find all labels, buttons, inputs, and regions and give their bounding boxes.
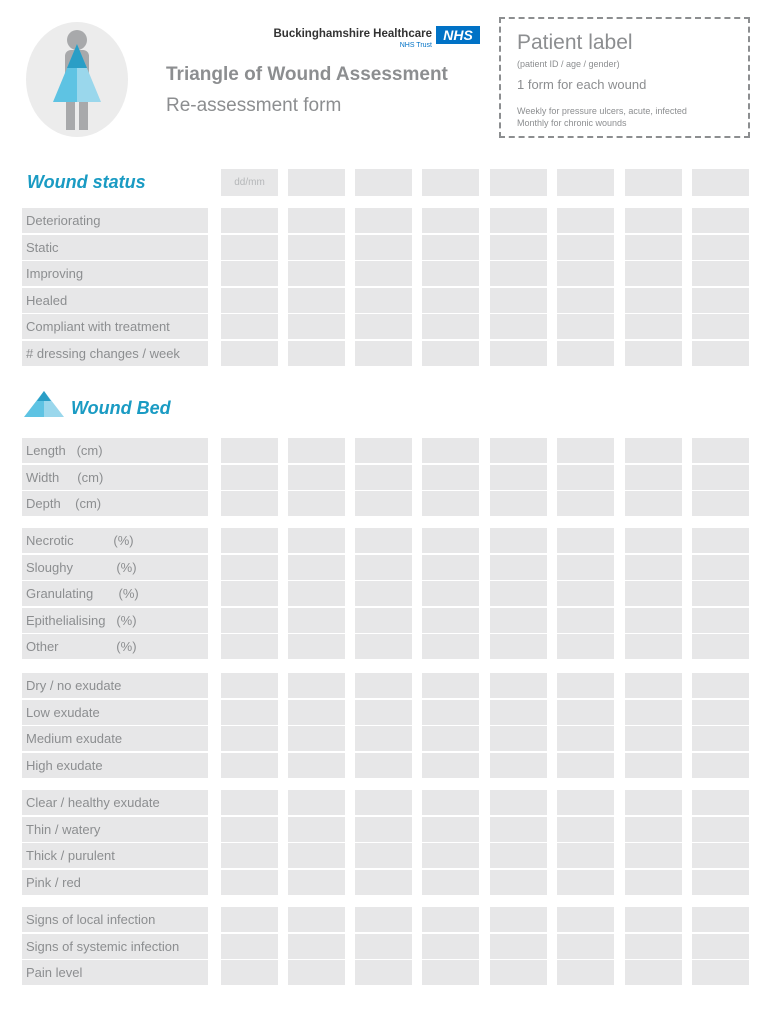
entry-cell[interactable] <box>355 726 412 751</box>
entry-cell[interactable] <box>692 870 749 895</box>
entry-cell[interactable] <box>490 608 547 633</box>
entry-cell[interactable] <box>557 907 614 932</box>
entry-cell[interactable] <box>221 907 278 932</box>
entry-cell[interactable] <box>221 843 278 868</box>
entry-cell[interactable] <box>490 438 547 463</box>
entry-cell[interactable] <box>221 235 278 260</box>
entry-cell[interactable] <box>625 817 682 842</box>
entry-cell[interactable] <box>625 208 682 233</box>
entry-cell[interactable] <box>557 817 614 842</box>
table-row <box>22 528 750 553</box>
entry-cell[interactable] <box>221 208 278 233</box>
row-label: Pain level <box>22 960 208 985</box>
entry-cell[interactable] <box>625 581 682 606</box>
entry-cell[interactable] <box>625 673 682 698</box>
entry-cell[interactable] <box>490 314 547 339</box>
entry-cell[interactable] <box>355 934 412 959</box>
row-label: Medium exudate <box>22 726 208 751</box>
entry-cell[interactable] <box>288 753 345 778</box>
entry-cell[interactable] <box>221 673 278 698</box>
entry-cell[interactable] <box>422 907 479 932</box>
entry-cell[interactable] <box>557 208 614 233</box>
entry-cell[interactable] <box>557 491 614 516</box>
entry-cell[interactable] <box>422 960 479 985</box>
patient-label-frequency-note-2: Monthly for chronic wounds <box>517 118 627 128</box>
triangle-logo-icon <box>26 22 128 137</box>
entry-cell[interactable] <box>625 465 682 490</box>
entry-cell[interactable] <box>422 634 479 659</box>
patient-label-sub: (patient ID / age / gender) <box>517 59 620 69</box>
row-label: Depth (cm) <box>22 491 208 516</box>
table-row <box>22 314 750 339</box>
entry-cell[interactable] <box>625 528 682 553</box>
entry-cell[interactable] <box>490 960 547 985</box>
row-label: Compliant with treatment <box>22 314 208 339</box>
entry-cell[interactable] <box>422 235 479 260</box>
entry-cell[interactable] <box>490 934 547 959</box>
entry-cell[interactable] <box>422 438 479 463</box>
entry-cell[interactable] <box>221 288 278 313</box>
entry-cell[interactable] <box>422 528 479 553</box>
entry-cell[interactable] <box>288 934 345 959</box>
entry-cell[interactable] <box>625 288 682 313</box>
entry-cell[interactable] <box>625 907 682 932</box>
date-cell[interactable] <box>355 169 412 196</box>
entry-cell[interactable] <box>355 790 412 815</box>
entry-cell[interactable] <box>422 555 479 580</box>
date-cell[interactable] <box>692 169 749 196</box>
row-label: Sloughy (%) <box>22 555 208 580</box>
entry-cell[interactable] <box>288 790 345 815</box>
date-cell[interactable] <box>625 169 682 196</box>
entry-cell[interactable] <box>557 608 614 633</box>
table-row <box>22 288 750 313</box>
entry-cell[interactable] <box>355 817 412 842</box>
entry-cell[interactable] <box>490 634 547 659</box>
entry-cell[interactable] <box>355 288 412 313</box>
entry-cell[interactable] <box>692 907 749 932</box>
entry-cell[interactable] <box>490 726 547 751</box>
row-label: # dressing changes / week <box>22 341 208 366</box>
entry-cell[interactable] <box>557 261 614 286</box>
entry-cell[interactable] <box>692 843 749 868</box>
table-row <box>22 261 750 286</box>
entry-cell[interactable] <box>221 960 278 985</box>
entry-cell[interactable] <box>288 726 345 751</box>
entry-cell[interactable] <box>221 726 278 751</box>
date-placeholder: dd/mm <box>234 177 265 188</box>
form-subtitle: Re-assessment form <box>166 95 342 116</box>
entry-cell[interactable] <box>625 726 682 751</box>
entry-cell[interactable] <box>288 438 345 463</box>
entry-cell[interactable] <box>355 581 412 606</box>
entry-cell[interactable] <box>288 465 345 490</box>
entry-cell[interactable] <box>625 491 682 516</box>
entry-cell[interactable] <box>422 870 479 895</box>
entry-cell[interactable] <box>692 790 749 815</box>
entry-cell[interactable] <box>288 817 345 842</box>
table-row <box>22 465 750 490</box>
entry-cell[interactable] <box>221 261 278 286</box>
entry-cell[interactable] <box>355 843 412 868</box>
entry-cell[interactable] <box>692 753 749 778</box>
entry-cell[interactable] <box>221 314 278 339</box>
entry-cell[interactable] <box>422 261 479 286</box>
entry-cell[interactable] <box>557 438 614 463</box>
entry-cell[interactable] <box>625 634 682 659</box>
table-row <box>22 726 750 751</box>
entry-cell[interactable] <box>221 491 278 516</box>
entry-cell[interactable] <box>692 555 749 580</box>
date-cell[interactable] <box>490 169 547 196</box>
entry-cell[interactable] <box>221 341 278 366</box>
entry-cell[interactable] <box>490 288 547 313</box>
entry-cell[interactable] <box>221 528 278 553</box>
entry-cell[interactable] <box>288 261 345 286</box>
entry-cell[interactable] <box>422 465 479 490</box>
entry-cell[interactable] <box>288 208 345 233</box>
entry-cell[interactable] <box>692 288 749 313</box>
entry-cell[interactable] <box>422 208 479 233</box>
patient-label-title: Patient label <box>517 31 633 54</box>
entry-cell[interactable] <box>692 581 749 606</box>
entry-cell[interactable] <box>422 314 479 339</box>
entry-cell[interactable] <box>692 261 749 286</box>
entry-cell[interactable] <box>557 673 614 698</box>
table-row <box>22 790 750 815</box>
entry-cell[interactable] <box>557 465 614 490</box>
entry-cell[interactable] <box>692 491 749 516</box>
entry-cell[interactable] <box>557 843 614 868</box>
table-row <box>22 608 750 633</box>
entry-cell[interactable] <box>490 700 547 725</box>
entry-cell[interactable] <box>422 341 479 366</box>
entry-cell[interactable] <box>221 817 278 842</box>
entry-cell[interactable] <box>288 555 345 580</box>
entry-cell[interactable] <box>422 288 479 313</box>
row-label: Granulating (%) <box>22 581 208 606</box>
row-label: Length (cm) <box>22 438 208 463</box>
entry-cell[interactable] <box>692 235 749 260</box>
entry-cell[interactable] <box>288 843 345 868</box>
entry-cell[interactable] <box>490 581 547 606</box>
row-label: Signs of systemic infection <box>22 934 208 959</box>
table-row <box>22 817 750 842</box>
table-row <box>22 555 750 580</box>
row-label: Pink / red <box>22 870 208 895</box>
row-label: Clear / healthy exudate <box>22 790 208 815</box>
entry-cell[interactable] <box>692 528 749 553</box>
entry-cell[interactable] <box>288 341 345 366</box>
entry-cell[interactable] <box>355 465 412 490</box>
table-row <box>22 843 750 868</box>
entry-cell[interactable] <box>490 790 547 815</box>
entry-cell[interactable] <box>422 726 479 751</box>
entry-cell[interactable] <box>490 261 547 286</box>
date-cell[interactable] <box>221 169 278 196</box>
entry-cell[interactable] <box>422 608 479 633</box>
entry-cell[interactable] <box>625 261 682 286</box>
entry-cell[interactable] <box>355 528 412 553</box>
entry-cell[interactable] <box>355 907 412 932</box>
trust-name: Buckinghamshire Healthcare <box>273 28 432 40</box>
entry-cell[interactable] <box>490 870 547 895</box>
wound-status-title: Wound status <box>27 172 146 192</box>
entry-cell[interactable] <box>557 341 614 366</box>
entry-cell[interactable] <box>422 581 479 606</box>
entry-cell[interactable] <box>625 438 682 463</box>
date-cell[interactable] <box>288 169 345 196</box>
entry-cell[interactable] <box>288 608 345 633</box>
table-row <box>22 341 750 366</box>
entry-cell[interactable] <box>490 907 547 932</box>
entry-cell[interactable] <box>355 753 412 778</box>
entry-cell[interactable] <box>490 843 547 868</box>
entry-cell[interactable] <box>557 753 614 778</box>
entry-cell[interactable] <box>288 634 345 659</box>
nhs-logo: NHS <box>436 26 480 44</box>
table-row <box>22 960 750 985</box>
entry-cell[interactable] <box>221 790 278 815</box>
entry-cell[interactable] <box>355 608 412 633</box>
table-row <box>22 753 750 778</box>
row-label: Thin / watery <box>22 817 208 842</box>
row-label: Signs of local infection <box>22 907 208 932</box>
entry-cell[interactable] <box>625 700 682 725</box>
entry-cell[interactable] <box>490 235 547 260</box>
entry-cell[interactable] <box>625 843 682 868</box>
entry-cell[interactable] <box>221 608 278 633</box>
entry-cell[interactable] <box>490 465 547 490</box>
entry-cell[interactable] <box>422 673 479 698</box>
entry-cell[interactable] <box>692 608 749 633</box>
entry-cell[interactable] <box>288 235 345 260</box>
entry-cell[interactable] <box>288 314 345 339</box>
entry-cell[interactable] <box>221 870 278 895</box>
entry-cell[interactable] <box>490 528 547 553</box>
entry-cell[interactable] <box>625 555 682 580</box>
trust-brand <box>258 26 480 56</box>
table-row <box>22 934 750 959</box>
entry-cell[interactable] <box>288 870 345 895</box>
entry-cell[interactable] <box>692 960 749 985</box>
entry-cell[interactable] <box>692 314 749 339</box>
entry-cell[interactable] <box>557 960 614 985</box>
entry-cell[interactable] <box>355 700 412 725</box>
row-label: Static <box>22 235 208 260</box>
entry-cell[interactable] <box>355 555 412 580</box>
entry-cell[interactable] <box>625 753 682 778</box>
entry-cell[interactable] <box>625 608 682 633</box>
entry-cell[interactable] <box>422 934 479 959</box>
row-label: Necrotic (%) <box>22 528 208 553</box>
entry-cell[interactable] <box>221 438 278 463</box>
entry-cell[interactable] <box>490 817 547 842</box>
entry-cell[interactable] <box>221 934 278 959</box>
entry-cell[interactable] <box>288 288 345 313</box>
entry-cell[interactable] <box>355 634 412 659</box>
entry-cell[interactable] <box>490 555 547 580</box>
entry-cell[interactable] <box>490 341 547 366</box>
row-label: High exudate <box>22 753 208 778</box>
row-label: Dry / no exudate <box>22 673 208 698</box>
entry-cell[interactable] <box>221 465 278 490</box>
entry-cell[interactable] <box>355 870 412 895</box>
wound-bed-triangle-icon <box>24 391 64 419</box>
entry-cell[interactable] <box>422 491 479 516</box>
entry-cell[interactable] <box>422 753 479 778</box>
entry-cell[interactable] <box>221 700 278 725</box>
entry-cell[interactable] <box>557 528 614 553</box>
entry-cell[interactable] <box>221 555 278 580</box>
entry-cell[interactable] <box>221 581 278 606</box>
entry-cell[interactable] <box>355 261 412 286</box>
patient-label-frequency-note: Weekly for pressure ulcers, acute, infected <box>517 106 687 116</box>
entry-cell[interactable] <box>692 934 749 959</box>
table-row <box>22 700 750 725</box>
entry-cell[interactable] <box>355 491 412 516</box>
entry-cell[interactable] <box>355 438 412 463</box>
entry-cell[interactable] <box>557 555 614 580</box>
row-label: Healed <box>22 288 208 313</box>
entry-cell[interactable] <box>557 870 614 895</box>
entry-cell[interactable] <box>490 491 547 516</box>
entry-cell[interactable] <box>355 673 412 698</box>
entry-cell[interactable] <box>692 726 749 751</box>
entry-cell[interactable] <box>557 235 614 260</box>
entry-cell[interactable] <box>692 700 749 725</box>
date-cell[interactable] <box>422 169 479 196</box>
row-label: Other (%) <box>22 634 208 659</box>
entry-cell[interactable] <box>557 790 614 815</box>
entry-cell[interactable] <box>355 341 412 366</box>
entry-cell[interactable] <box>692 341 749 366</box>
entry-cell[interactable] <box>692 438 749 463</box>
form-title: Triangle of Wound Assessment <box>166 64 448 85</box>
row-label: Epithelialising (%) <box>22 608 208 633</box>
entry-cell[interactable] <box>355 314 412 339</box>
entry-cell[interactable] <box>557 581 614 606</box>
entry-cell[interactable] <box>692 634 749 659</box>
wound-bed-title: Wound Bed <box>71 398 171 418</box>
table-row <box>22 208 750 233</box>
entry-cell[interactable] <box>557 634 614 659</box>
entry-cell[interactable] <box>288 907 345 932</box>
row-label: Thick / purulent <box>22 843 208 868</box>
table-row <box>22 438 750 463</box>
entry-cell[interactable] <box>288 528 345 553</box>
entry-cell[interactable] <box>625 790 682 815</box>
entry-cell[interactable] <box>692 673 749 698</box>
entry-cell[interactable] <box>625 934 682 959</box>
row-label: Low exudate <box>22 700 208 725</box>
table-row <box>22 235 750 260</box>
entry-cell[interactable] <box>557 700 614 725</box>
entry-cell[interactable] <box>625 314 682 339</box>
row-label: Deteriorating <box>22 208 208 233</box>
entry-cell[interactable] <box>422 700 479 725</box>
entry-cell[interactable] <box>355 235 412 260</box>
entry-cell[interactable] <box>422 817 479 842</box>
entry-cell[interactable] <box>557 726 614 751</box>
entry-cell[interactable] <box>625 341 682 366</box>
entry-cell[interactable] <box>557 288 614 313</box>
entry-cell[interactable] <box>490 208 547 233</box>
entry-cell[interactable] <box>557 314 614 339</box>
entry-cell[interactable] <box>692 465 749 490</box>
entry-cell[interactable] <box>288 700 345 725</box>
entry-cell[interactable] <box>355 960 412 985</box>
entry-cell[interactable] <box>288 960 345 985</box>
row-label: Width (cm) <box>22 465 208 490</box>
entry-cell[interactable] <box>288 673 345 698</box>
entry-cell[interactable] <box>355 208 412 233</box>
entry-cell[interactable] <box>490 753 547 778</box>
entry-cell[interactable] <box>288 581 345 606</box>
table-row <box>22 634 750 659</box>
table-row <box>22 581 750 606</box>
date-cell[interactable] <box>557 169 614 196</box>
patient-label-form-note: 1 form for each wound <box>517 77 647 92</box>
entry-cell[interactable] <box>221 634 278 659</box>
entry-cell[interactable] <box>625 870 682 895</box>
entry-cell[interactable] <box>557 934 614 959</box>
entry-cell[interactable] <box>221 753 278 778</box>
row-label: Improving <box>22 261 208 286</box>
patient-label-box[interactable] <box>499 17 750 138</box>
table-row <box>22 673 750 698</box>
entry-cell[interactable] <box>625 235 682 260</box>
entry-cell[interactable] <box>490 673 547 698</box>
entry-cell[interactable] <box>692 208 749 233</box>
table-row <box>22 491 750 516</box>
trust-sub: NHS Trust <box>399 42 432 49</box>
table-row <box>22 870 750 895</box>
table-row <box>22 907 750 932</box>
entry-cell[interactable] <box>625 960 682 985</box>
entry-cell[interactable] <box>422 790 479 815</box>
entry-cell[interactable] <box>692 817 749 842</box>
entry-cell[interactable] <box>422 843 479 868</box>
entry-cell[interactable] <box>288 491 345 516</box>
